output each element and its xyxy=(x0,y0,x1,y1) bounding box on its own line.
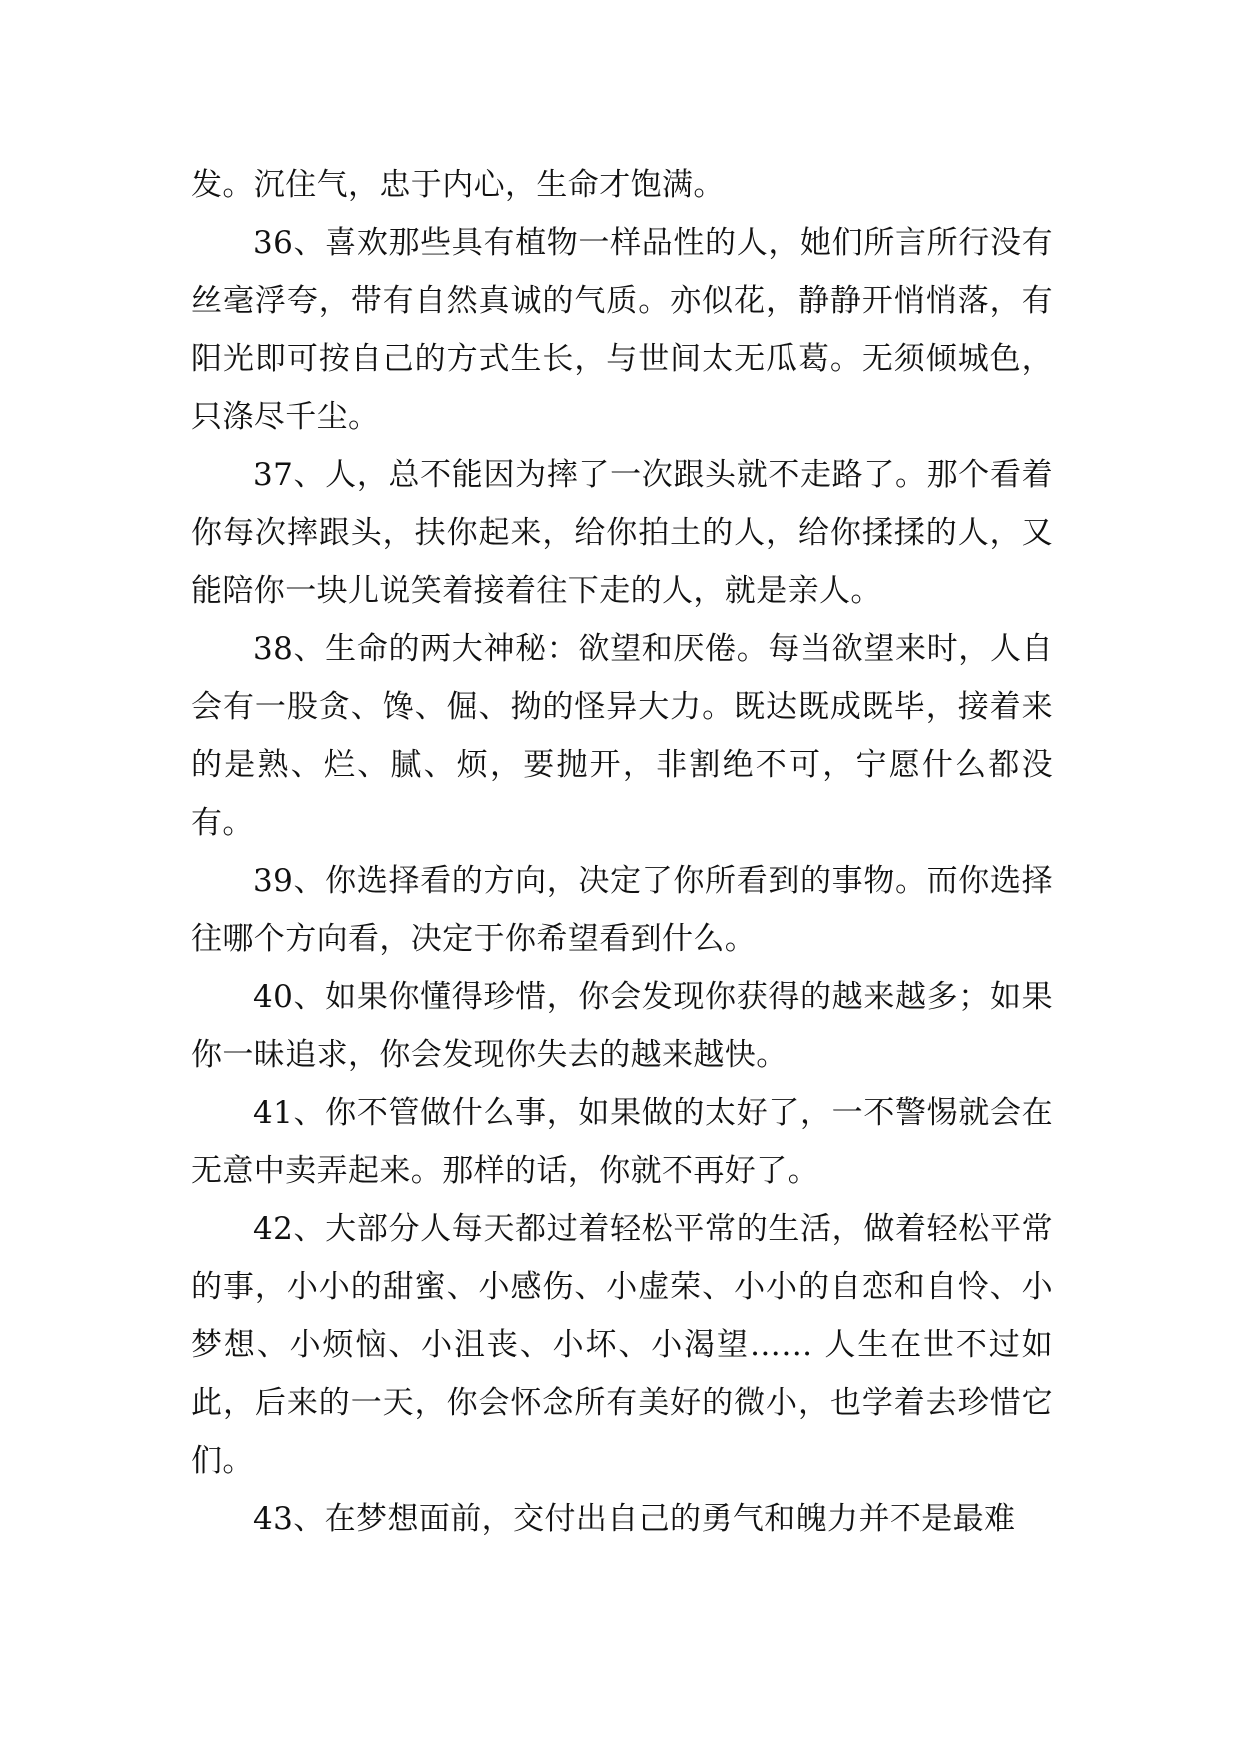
paragraph-37: 37、人，总不能因为摔了一次跟头就不走路了。那个看着你每次摔跟头，扶你起来，给你拍土的人，给你揉揉的人，又能陪你一块儿说笑着接着往下走的人，就是亲人。 xyxy=(191,457,1053,609)
paragraph-36: 36、喜欢那些具有植物一样品性的人，她们所言所行没有丝毫浮夸，带有自然真诚的气质。亦似花，静静开悄悄落，有阳光即可按自己的方式生长，与世间太无瓜葛。无须倾城色，只涤尽千尘。 xyxy=(191,225,1053,435)
paragraph-42: 42、大部分人每天都过着轻松平常的生活，做着轻松平常的事，小小的甜蜜、小感伤、小虚荣、小小的自恋和自怜、小梦想、小烦恼、小沮丧、小坏、小渴望…… 人生在世不过如此，后来的一天，你会怀念所有美好的微小，也学着去珍惜它们。 xyxy=(191,1211,1053,1479)
paragraph-43-start: 43、在梦想面前，交付出自己的勇气和魄力并不是最难 xyxy=(253,1501,1016,1537)
paragraph-41: 41、你不管做什么事，如果做的太好了，一不警惕就会在无意中卖弄起来。那样的话，你就不再好了。 xyxy=(191,1095,1053,1189)
document-body xyxy=(191,156,1053,1548)
paragraph-35-continuation: 发。沉住气，忠于内心，生命才饱满。 xyxy=(191,167,725,203)
paragraph-40: 40、如果你懂得珍惜，你会发现你获得的越来越多；如果你一昧追求，你会发现你失去的越来越快。 xyxy=(191,979,1053,1073)
paragraph-38: 38、生命的两大神秘：欲望和厌倦。每当欲望来时，人自会有一股贪、馋、倔、拗的怪异大力。既达既成既毕，接着来的是熟、烂、腻、烦，要抛开，非割绝不可，宁愿什么都没有。 xyxy=(191,631,1053,841)
paragraph-39: 39、你选择看的方向，决定了你所看到的事物。而你选择往哪个方向看，决定于你希望看到什么。 xyxy=(191,863,1053,957)
